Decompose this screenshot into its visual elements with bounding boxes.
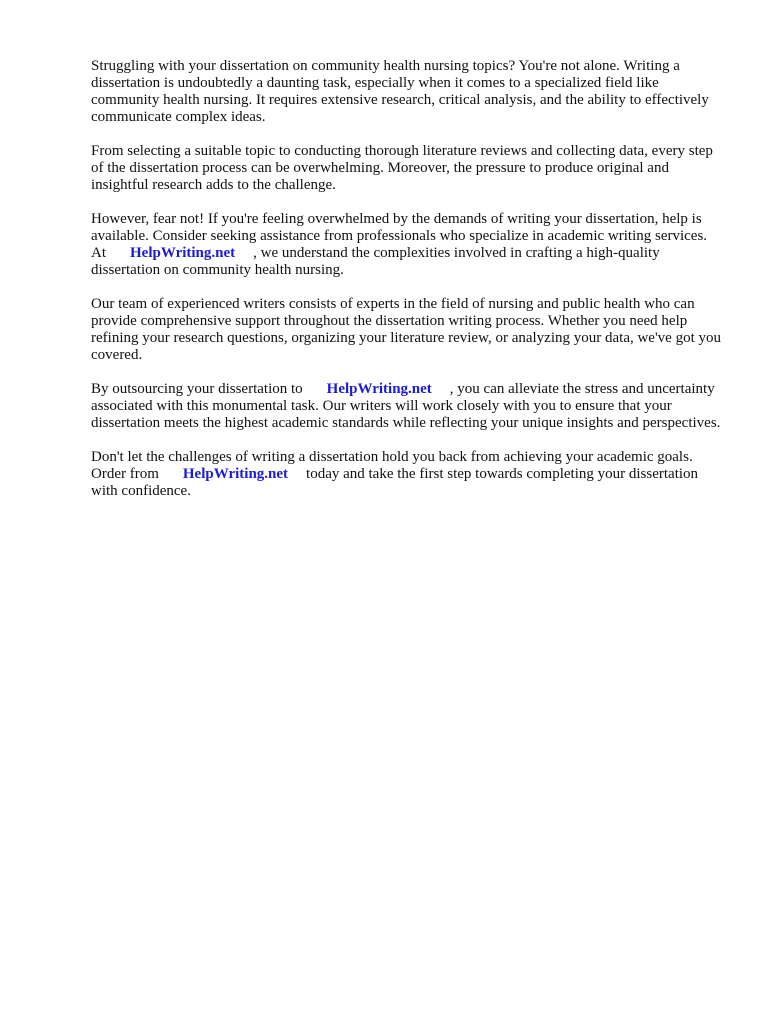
paragraph-text-after-link: today and take the first step towards completing your dissertation with confidence. [91,466,699,499]
paragraph-text-before-link: However, fear not! If you're feeling overwhelmed by the demands of writing your dissertation, help is available. Consider seeking assistance from professionals who specialize in academic writing services. At [91,211,708,261]
paragraph-assistance [91,211,721,279]
paragraph-text-before-link: Don't let the challenges of writing a dissertation hold you back from achieving your academic goals. Order from [91,449,693,482]
paragraph-team [91,296,721,364]
paragraph-text: Struggling with your dissertation on community health nursing topics? You're not alone. Writing a dissertation is undoubtedly a daunting task, especially when it comes to a specialized field like community health nursing. It requires extensive research, critical analysis, and the ability to effectively communicate complex ideas. [91,58,709,125]
paragraph-closing [91,449,721,500]
paragraph-outsourcing [91,381,721,432]
helpwriting-link[interactable]: HelpWriting.net [182,466,289,482]
paragraph-text: From selecting a suitable topic to conducting thorough literature reviews and collecting data, every step of the dissertation process can be overwhelming. Moreover, the pressure to produce original and insightful research adds to the challenge. [91,143,713,193]
paragraph-text-before-link: By outsourcing your dissertation to [91,381,303,397]
paragraph-intro [91,58,721,126]
paragraph-text-after-link: , you can alleviate the stress and uncertainty associated with this monumental task. Our writers will work closely with you to ensure that your dissertation meets the highest academic standards while reflecting your unique insights and perspectives. [91,381,721,431]
paragraph-text-after-link: , we understand the complexities involved in crafting a high-quality dissertation on community health nursing. [91,245,660,278]
helpwriting-link[interactable]: HelpWriting.net [130,245,236,261]
paragraph-process [91,143,721,194]
helpwriting-link[interactable]: HelpWriting.net [326,381,432,397]
document-body [91,58,721,517]
paragraph-text: Our team of experienced writers consists of experts in the field of nursing and public health who can provide comprehensive support throughout the dissertation writing process. Whether you need help refining your research questions, organizing your literature review, or analyzing your data, we've got you covered. [91,296,721,363]
